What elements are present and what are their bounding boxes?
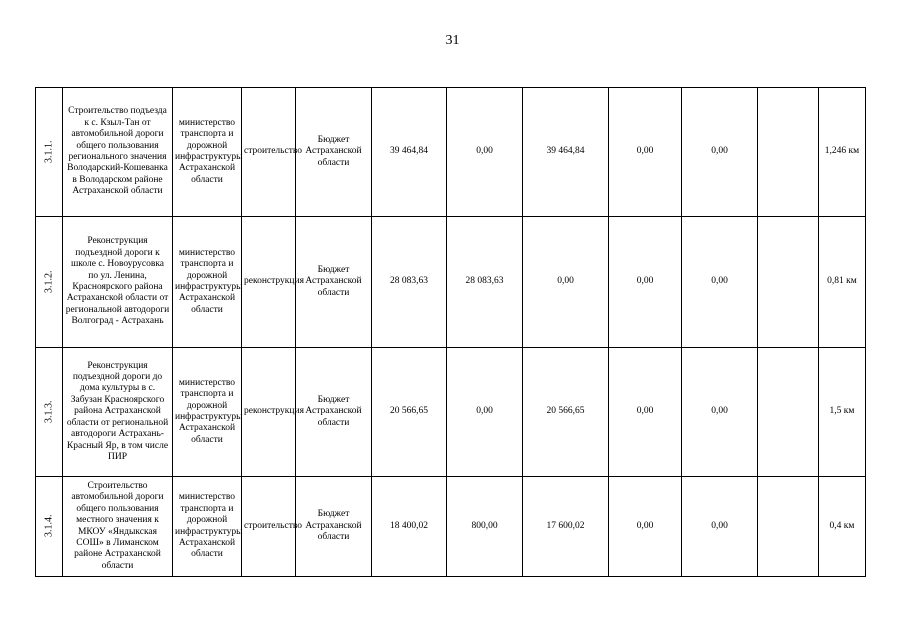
work-type: строительство <box>242 88 296 217</box>
amount-year-2: 17 600,02 <box>523 477 609 577</box>
row-index: 3.1.4. <box>43 514 55 538</box>
project-name: Строительство автомобильной дороги общего пользования местного значения к МКОУ «Яндыкская СОШ» в Лиманском районе Астраханской области <box>63 477 173 577</box>
row-index: 3.1.2. <box>43 270 55 293</box>
amount-year-1: 0,00 <box>447 88 523 217</box>
funding-source: Бюджет Астраханской области <box>296 217 372 348</box>
amount-year-2: 20 566,65 <box>523 348 609 477</box>
amount-year-4: 0,00 <box>682 88 758 217</box>
amount-year-4: 0,00 <box>682 477 758 577</box>
road-length: 0,81 км <box>819 217 866 348</box>
executor: министерство транспорта и дорожной инфраструктуры Астраханской области <box>173 348 242 477</box>
row-index: 3.1.3. <box>43 400 55 423</box>
row-index: 3.1.1. <box>43 140 55 163</box>
road-length: 1,5 км <box>819 348 866 477</box>
work-type: реконструкция <box>242 348 296 477</box>
road-length: 1,246 км <box>819 88 866 217</box>
road-projects-table <box>35 87 866 577</box>
row-index-cell <box>36 477 63 577</box>
project-name: Реконструкция подъездной дороги к школе с. Новоурусовка по ул. Ленина, Красноярского района Астраханской области от региональной автодороги Волгоград - Астрахань <box>63 217 173 348</box>
funding-source: Бюджет Астраханской области <box>296 88 372 217</box>
row-index-cell <box>36 217 63 348</box>
executor: министерство транспорта и дорожной инфраструктуры Астраханской области <box>173 217 242 348</box>
executor: министерство транспорта и дорожной инфраструктуры Астраханской области <box>173 88 242 217</box>
page-number: 31 <box>445 33 460 48</box>
row-index-cell <box>36 348 63 477</box>
table-row <box>36 217 866 348</box>
empty-cell <box>758 477 819 577</box>
amount-year-1: 0,00 <box>447 348 523 477</box>
road-length: 0,4 км <box>819 477 866 577</box>
amount-year-4: 0,00 <box>682 348 758 477</box>
empty-cell <box>758 88 819 217</box>
table-row <box>36 348 866 477</box>
total-amount: 20 566,65 <box>372 348 447 477</box>
table-row <box>36 88 866 217</box>
amount-year-3: 0,00 <box>609 88 682 217</box>
executor: министерство транспорта и дорожной инфраструктуры Астраханской области <box>173 477 242 577</box>
work-type: строительство <box>242 477 296 577</box>
total-amount: 39 464,84 <box>372 88 447 217</box>
row-index-cell <box>36 88 63 217</box>
amount-year-2: 0,00 <box>523 217 609 348</box>
project-name: Строительство подъезда к с. Кзыл-Тан от автомобильной дороги общего пользования регионального значения Володарский-Кошеванка в Володарском районе Астраханской области <box>63 88 173 217</box>
amount-year-3: 0,00 <box>609 477 682 577</box>
funding-source: Бюджет Астраханской области <box>296 348 372 477</box>
amount-year-3: 0,00 <box>609 348 682 477</box>
amount-year-3: 0,00 <box>609 217 682 348</box>
work-type: реконструкция <box>242 217 296 348</box>
empty-cell <box>758 217 819 348</box>
project-name: Реконструкция подъездной дороги до дома культуры в с. Забузан Красноярского района Астраханской области от региональной автодороги Астрахань-Красный Яр, в том числе ПИР <box>63 348 173 477</box>
table-row <box>36 477 866 577</box>
funding-source: Бюджет Астраханской области <box>296 477 372 577</box>
amount-year-1: 28 083,63 <box>447 217 523 348</box>
empty-cell <box>758 348 819 477</box>
amount-year-2: 39 464,84 <box>523 88 609 217</box>
total-amount: 18 400,02 <box>372 477 447 577</box>
amount-year-4: 0,00 <box>682 217 758 348</box>
total-amount: 28 083,63 <box>372 217 447 348</box>
amount-year-1: 800,00 <box>447 477 523 577</box>
